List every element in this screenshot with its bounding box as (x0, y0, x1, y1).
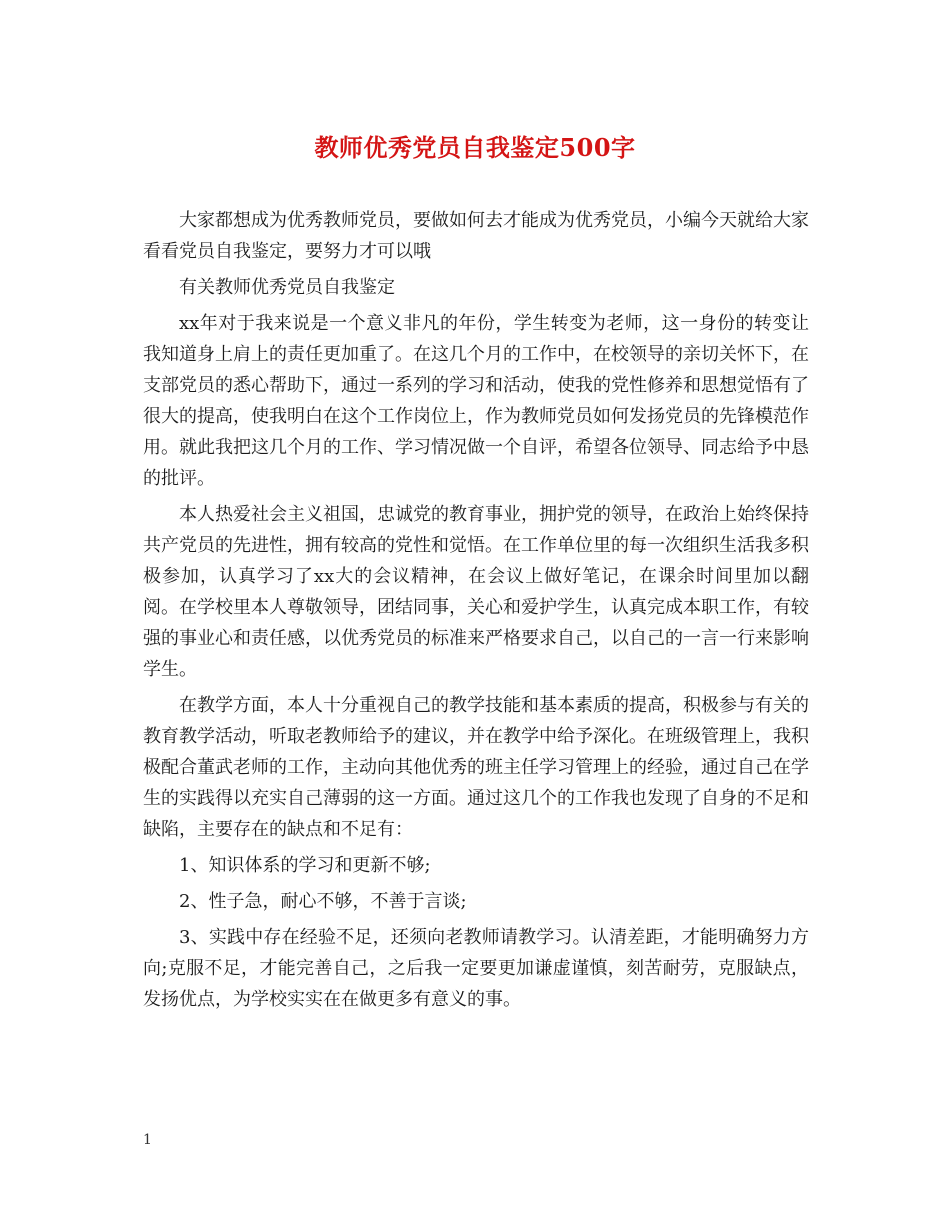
paragraph-political: 本人热爱社会主义祖国，忠诚党的教育事业，拥护党的领导，在政治上始终保持共产党员的先进性，拥有较高的党性和觉悟。在工作单位里的每一次组织生活我多积极参加，认真学习了xx大的会议精神，在会议上做好笔记，在课余时间里加以翻阅。在学校里本人尊敬领导，团结同事，关心和爱护学生，认真完成本职工作，有较强的事业心和责任感，以优秀党员的标准来严格要求自己，以自己的一言一行来影响学生。 (143, 504, 809, 680)
paragraph-subheading: 有关教师优秀党员自我鉴定 (179, 277, 395, 298)
paragraph-shortcoming-2: 2、性子急，耐心不够，不善于言谈; (179, 891, 467, 912)
document-title: 教师优秀党员自我鉴定500字 (314, 133, 636, 162)
paragraph-intro: 大家都想成为优秀教师党员，要做如何去才能成为优秀党员，小编今天就给大家看看党员自我鉴定，要努力才可以哦 (143, 210, 809, 262)
paragraph-self-review: xx年对于我来说是一个意义非凡的年份，学生转变为老师，这一身份的转变让我知道身上肩上的责任更加重了。在这几个月的工作中，在校领导的亲切关怀下，在支部党员的悉心帮助下，通过一系列的学习和活动，使我的党性修养和思想觉悟有了很大的提高，使我明白在这个工作岗位上，作为教师党员如何发扬党员的先锋模范作用。就此我把这几个月的工作、学习情况做一个自评，希望各位领导、同志给予中恳的批评。 (143, 313, 809, 489)
document-body (143, 205, 809, 1020)
paragraph-teaching: 在教学方面，本人十分重视自己的教学技能和基本素质的提高，积极参与有关的教育教学活动，听取老教师给予的建议，并在教学中给予深化。在班级管理上，我积极配合董武老师的工作，主动向其他优秀的班主任学习管理上的经验，通过自己在学生的实践得以充实自己薄弱的这一方面。通过这几个的工作我也发现了自身的不足和缺陷，主要存在的缺点和不足有： (143, 695, 809, 840)
paragraph-shortcoming-1: 1、知识体系的学习和更新不够; (179, 855, 431, 876)
paragraph-shortcoming-3: 3、实践中存在经验不足，还须向老教师请教学习。认清差距，才能明确努力方向;克服不足，才能完善自己，之后我一定要更加谦虚谨慎，刻苦耐劳，克服缺点，发扬优点，为学校实实在在做更多有意义的事。 (143, 927, 809, 1010)
page-number: 1 (143, 1132, 152, 1148)
